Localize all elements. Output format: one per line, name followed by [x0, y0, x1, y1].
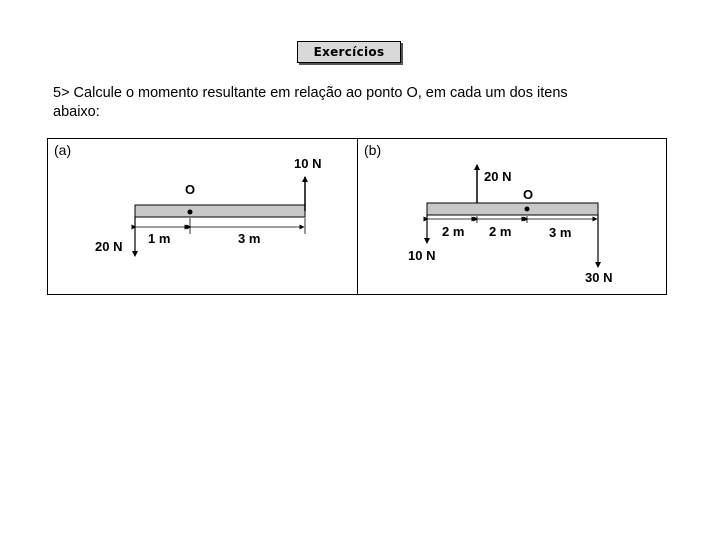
beam-diagrams	[48, 139, 668, 296]
dim-a-2-label: 3 m	[238, 231, 261, 246]
diagram-panels	[47, 138, 667, 295]
force-b-down-right-label: 30 N	[585, 270, 613, 285]
exercises-title-text: Exercícios	[313, 45, 385, 59]
dim-b-3-label: 3 m	[549, 225, 572, 240]
pivot-a-label: O	[185, 182, 196, 197]
force-b-up-label: 20 N	[484, 169, 512, 184]
force-b-down-left-label: 10 N	[408, 248, 436, 263]
dim-b-1-label: 2 m	[442, 224, 465, 239]
exercises-title	[297, 41, 401, 63]
pivot-a-dot	[188, 210, 193, 215]
question-line-2: abaixo:	[53, 104, 100, 120]
panel-b-label: (b)	[364, 142, 382, 158]
panel-a-label: (a)	[54, 142, 72, 158]
panel-b-diagram	[408, 165, 612, 285]
panel-a-diagram	[95, 156, 321, 256]
pivot-b-dot	[525, 207, 530, 212]
dim-b-2-label: 2 m	[489, 224, 512, 239]
question-line-1: 5> Calcule o momento resultante em relação ao ponto O, em cada um dos itens	[53, 85, 568, 101]
pivot-b-label: O	[523, 187, 534, 202]
force-a-down-label: 20 N	[95, 239, 123, 254]
force-a-up-label: 10 N	[294, 156, 322, 171]
dim-a-1-label: 1 m	[148, 231, 171, 246]
beam-b	[427, 203, 598, 215]
beam-a	[135, 205, 305, 217]
question-text	[53, 84, 653, 122]
